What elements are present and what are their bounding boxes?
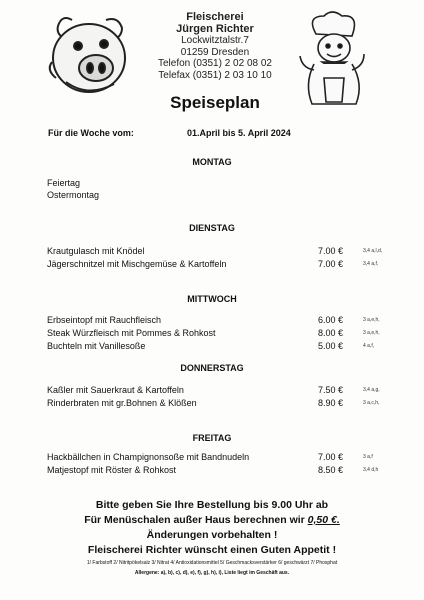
container-fee-amount: 0,50 €. (307, 514, 340, 526)
greeting-note: Fleischerei Richter wünscht einen Guten Appetit ! (87, 544, 337, 556)
menu-item-codes: 3 a,c,h, (363, 400, 380, 406)
menu-item-dish: Matjestopf mit Röster & Rohkost (47, 465, 177, 475)
menu-item-codes: 3,4 a,g, (363, 387, 380, 393)
menu-item-price: 7.50 € (318, 385, 344, 395)
changes-reserved-note: Änderungen vorbehalten ! (146, 529, 278, 541)
menu-item-price: 8.00 € (318, 328, 344, 338)
additives-legend: 1/ Farbstoff 2/ Nitritpökelsalz 3/ Nitrat 4/ Antioxidationsmittel 5/ Geschmacksverstärker 6/ geschwärzt 7/ Phosphat (86, 560, 338, 566)
phone: Telefon (0351) 2 02 08 02 (158, 58, 272, 69)
page-title: Speiseplan (170, 93, 260, 112)
week-dates: 01.April bis 5. April 2024 (187, 128, 291, 138)
order-deadline-note: Bitte geben Sie Ihre Bestellung bis 9.00 Uhr ab (95, 499, 329, 511)
shop-header (130, 12, 300, 81)
fax: Telefax (0351) 2 03 10 10 (158, 69, 272, 81)
menu-item-dish: Rinderbraten mit gr.Bohnen & Klößen (47, 398, 197, 408)
chef-icon (294, 8, 370, 108)
owner-name: Jürgen Richter (176, 22, 254, 35)
day-heading-freitag: FREITAG (192, 433, 232, 443)
menu-item-codes: 4 a,f, (363, 343, 375, 349)
menu-item-codes: 3,4 a,l,d, (363, 248, 383, 254)
city-address: 01259 Dresden (180, 46, 250, 58)
menu-item-dish: Erbseintopf mit Rauchfleisch (47, 315, 162, 325)
menu-item-dish: Krautgulasch mit Knödel (47, 246, 145, 256)
week-label: Für die Woche vom: (48, 128, 134, 138)
menu-item-price: 5.00 € (318, 341, 344, 351)
pig-logo-icon (42, 12, 134, 100)
menu-item-dish: Kaßler mit Sauerkraut & Kartoffeln (47, 385, 184, 395)
day-heading-mittwoch: MITTWOCH (187, 294, 237, 304)
menu-item-dish: Steak Würzfleisch mit Pommes & Rohkost (47, 328, 216, 338)
menu-item-dish: Hackbällchen in Champignonsoße mit Bandnudeln (47, 452, 250, 462)
menu-item-codes: 3 a,f (363, 454, 373, 460)
menu-item-codes: 3 a,e,h, (363, 317, 380, 323)
menu-item-price: 7.00 € (318, 259, 344, 269)
montag-note: Feiertag (47, 178, 81, 188)
menu-item-codes: 3,4 a,f, (363, 261, 379, 267)
menu-item-price: 6.00 € (318, 315, 344, 325)
menu-item-codes: 3 a,e,h, (363, 330, 380, 336)
day-heading-donnerstag: DONNERSTAG (180, 363, 244, 373)
container-fee-note: Für Menüschalen außer Haus berechnen wir 0,50 €. (84, 514, 340, 526)
allergens-legend: Allergene: a), b), c), d), e), f), g), h), i), Liste liegt im Geschäft aus. (134, 570, 290, 576)
menu-item-price: 7.00 € (318, 452, 344, 462)
menu-item-dish: Jägerschnitzel mit Mischgemüse & Kartoffeln (47, 259, 227, 269)
montag-note: Ostermontag (47, 190, 100, 200)
shop-name: Fleischerei (186, 11, 244, 23)
menu-item-price: 7.00 € (318, 246, 344, 256)
menu-item-codes: 3,4 d,h (363, 467, 379, 473)
menu-item-price: 8.90 € (318, 398, 344, 408)
menu-item-dish: Buchteln mit Vanillesoße (47, 341, 146, 351)
day-heading-dienstag: DIENSTAG (189, 223, 235, 233)
street-address: Lockwitztalstr.7 (181, 35, 249, 46)
menu-item-price: 8.50 € (318, 465, 344, 475)
day-heading-montag: MONTAG (192, 157, 232, 167)
